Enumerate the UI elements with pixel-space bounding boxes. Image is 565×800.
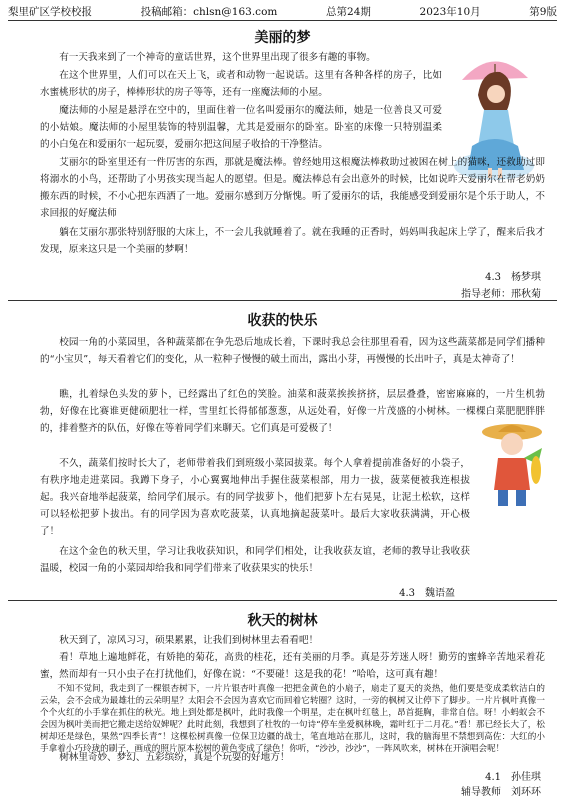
article-1-teacher: 指导老师：邢秋菊	[461, 289, 541, 300]
article-3-title: 秋天的树林	[247, 613, 318, 629]
article-3-paragraph: 不知不觉间，我走到了一棵银杏树下，一片片银杏叶真像一把把金黄色的小扇子，扇走了夏天的炎热，他们要是变成柔软洁白的云朵，会不会成为最雄壮的云朵明星？太阳会不会因为喜欢它而回着它转圈？这时，一旁的枫树又让停下了脚步。一片片枫叶真像一个个火红的小手掌在抓住的秋光。地上到处都是枫叶，此时我像一个明星，走在枫叶红毯上，昂首挺胸，非常自信。呀！小蚂蚁会不会因为枫叶美而把它搬走送给奴婢呢？此时此刻，我想到了杜牧的一句诗“停车坐爱枫林晚，霜叶红于二月花。”看！那已经长大了，松树却还是绿色，果然“四季长青”！这棵松树真像一位保卫边疆的战士，笔直地站在那儿，这时，我的脑海里不禁想到高佐：大红的小手拿着小巧玲珑的刷子，画成的照片原本松树的黄色变成了绿色！你听，“沙沙，沙沙”，一阵风吹来，树林在开演唱会呢！	[40, 684, 545, 754]
article-3-teacher: 辅导教师 刘环环	[461, 787, 541, 798]
article-1-paragraph: 有一天我来到了一个神奇的童话世界，这个世界里出现了很多有趣的事物。	[59, 52, 376, 63]
article-3-author: 4.1 孙佳琪	[485, 772, 541, 783]
header-divider	[8, 20, 557, 21]
article-2-paragraph: 校园一角的小菜园里，各种蔬菜都在争先恐后地成长着，下课时我总会往那里看看，因为这些蔬菜都是同学们播种的“小宝贝”，每天看着它们的变化，从一粒种子慢慢的破土而出，露出小芽，再慢慢的长出叶子，真是太神奇了！	[40, 337, 545, 365]
article-1-paragraph: 躺在艾丽尔那张特别舒服的大床上，不一会儿我就睡着了。就在我睡的正香时，妈妈叫我起床上学了，醒来后我才发现，原来这只是一个美丽的梦啊！	[40, 227, 545, 255]
submission-email: 投稿邮箱：chlsn@163.com	[140, 5, 278, 18]
article-1-paragraph: 艾丽尔的卧室里还有一件厉害的东西，那就是魔法棒。曾经她用这根魔法棒救助过被困在树上的猫咪，还救助过即将溺水的小鸟，还帮助了小男孩实现当起人的愿望。但是。魔法棒总有会出意外的时候，比如说昨天爱丽尔在帮老奶奶搬东西的时候，不小心把东西洒了一地。爱丽尔感到万分惭愧。听了爱丽尔的话，我能感受到爱丽尔是个乐于助人，不求回报的好魔法师	[40, 157, 545, 219]
article-3-paragraph: 看！草地上遍地鲜花，有娇艳的菊花，高贵的桂花，还有美丽的月季。真是芬芳迷人呀！勤劳的蜜蜂辛苦地采着花蜜，然而却有一只小虫子在打扰他们，好像在说：“不要碰！这是我的花！”哈哈，这可真有趣！	[40, 652, 545, 680]
issue-date: 2023年10月	[419, 5, 481, 18]
article-3-paragraph: 秋天到了，凉风习习，硕果累累，让我们到树林里去看看吧！	[59, 635, 319, 646]
article-1-author: 4.3 杨梦琪	[485, 272, 541, 283]
issue-number: 总第24期	[326, 5, 371, 18]
article-3-paragraph: 树林里奇妙、梦幻、五彩缤纷，真是个玩耍的好地方！	[59, 752, 290, 763]
farmer-child-icon	[478, 418, 548, 510]
section-divider	[8, 300, 557, 301]
article-2-paragraph: 在这个金色的秋天里，学习让我收获知识，和同学们相处，让我收获友谊，老师的教导让我收获温暖，校园一角的小菜园却给我和同学们带来了收获果实的快乐！	[40, 546, 470, 574]
article-1-paragraph: 在这个世界里，人们可以在天上飞，或者和动物一起说话。这里有各种各样的房子，比如水蜜桃形状的房子，棒棒形状的房子等等，还有一座魔法师的小屋。	[40, 70, 442, 98]
article-2-paragraph: 瞧，扎着绿色头发的萝卜，已经露出了红色的笑脸。油菜和菠菜挨挨挤挤，层层叠叠，密密麻麻的，一片生机勃勃，好像在比赛谁更健硕肥壮一样，雪里红长得郁郁葱葱，从远处看，好像一片茂盛的小树林。一棵棵白菜肥肥胖胖的，排着整齐的队伍，好像在等着同学们来聊天。它们真是可爱极了！	[40, 389, 545, 434]
article-2-author: 4.3 魏语盈	[399, 588, 455, 599]
article-1-title: 美丽的梦	[254, 30, 311, 46]
article-2-title: 收获的快乐	[247, 313, 318, 329]
section-divider	[8, 600, 557, 601]
page-number: 第9版	[529, 5, 557, 18]
school-name: 梨里矿区学校校报	[8, 5, 92, 18]
article-2-paragraph: 不久，蔬菜们按时长大了，老师带着我们到班级小菜园拔菜。每个人拿着提前准备好的小袋子，有秩序地走进菜园。我蹲下身子，小心翼翼地伸出手握住菠菜根部，用力一拔，菠菜便被我连根拔起。我兴奋地举起菠菜，给同学们展示。有的同学拔萝卜，他们把萝卜左右晃晃，让泥土松软，这样可以轻松把萝卜拔出。有的同学因为喜欢吃菠菜，认真地摘起菠菜叶。最后大家收获满满，开心极了！	[40, 458, 470, 537]
page-header	[8, 3, 557, 19]
article-1-paragraph: 魔法师的小屋是悬浮在空中的，里面住着一位名叫爱丽尔的魔法师，她是一位善良又可爱的小姑娘。魔法师的小屋里装饰的特别温馨，尤其是爱丽尔的卧室。卧室的床像一只特别温柔的小白兔在和爱丽尔一起玩耍，爱丽尔把这间屋子收拾的干净整洁。	[40, 105, 442, 150]
